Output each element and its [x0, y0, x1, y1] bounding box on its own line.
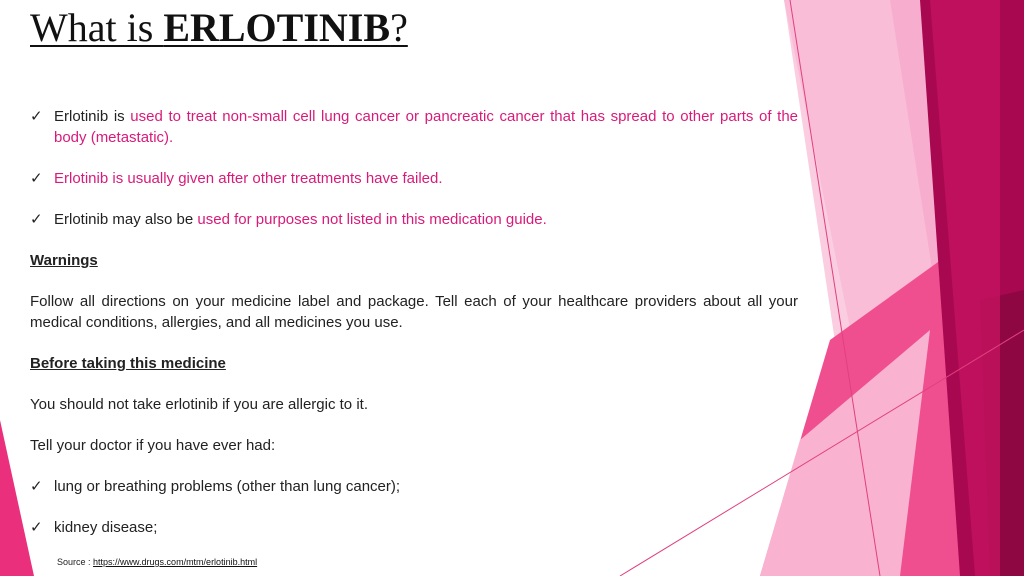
warnings-heading: Warnings	[30, 252, 98, 269]
checkmark-icon: ✓	[30, 478, 43, 495]
tell-doctor-text: Tell your doctor if you have ever had:	[30, 437, 276, 454]
left-pink-sliver	[0, 420, 34, 576]
page-title: What is ERLOTINIB?	[30, 5, 408, 50]
checkmark-icon: ✓	[30, 170, 43, 187]
warnings-text: Follow all directions on your medicine label and package. Tell each of your healthcare providers about all your medical conditions, allergies, and all medicines you use.	[30, 293, 798, 331]
bullet-other-purposes: ✓ Erlotinib may also be used for purposes not listed in this medication guide.	[30, 211, 547, 228]
checkmark-icon: ✓	[30, 519, 43, 536]
bullet-after-failed: ✓ Erlotinib is usually given after other treatments have failed.	[30, 170, 443, 187]
allergy-text: You should not take erlotinib if you are allergic to it.	[30, 396, 368, 413]
source-link[interactable]: https://www.drugs.com/mtm/erlotinib.html	[93, 557, 258, 567]
before-taking-heading: Before taking this medicine	[30, 355, 226, 372]
bullet-lung-problems: ✓ lung or breathing problems (other than lung cancer);	[30, 478, 401, 495]
checkmark-icon: ✓	[30, 211, 43, 228]
checkmark-icon: ✓	[30, 108, 43, 125]
source-citation	[57, 557, 257, 567]
source-label: Source :	[57, 557, 94, 567]
bullet-uses: ✓ Erlotinib is used to treat non-small cell lung cancer or pancreatic cancer that has spread to other parts of the body (metastatic).	[30, 108, 799, 146]
bullet-kidney-disease: ✓ kidney disease;	[30, 519, 158, 536]
main-content	[30, 106, 798, 538]
